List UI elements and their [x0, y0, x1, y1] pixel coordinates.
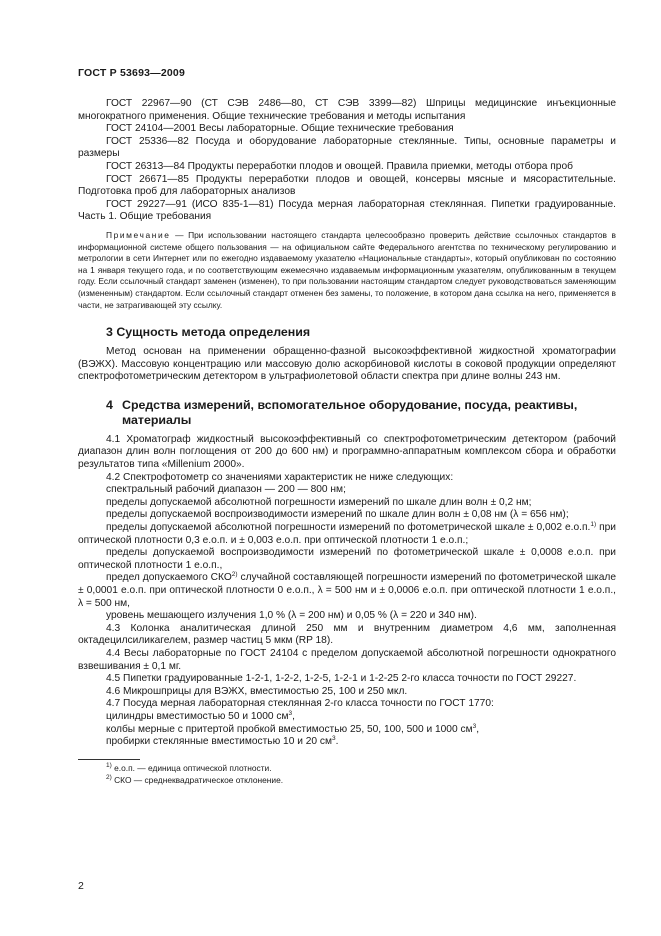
footnote-ref-2: 2)	[231, 571, 238, 579]
clause-4-2-stray-light: уровень мешающего излучения 1,0 % (λ = 200 нм) и 0,05 % (λ = 220 и 340 нм).	[106, 610, 477, 622]
text-part: ,	[292, 710, 295, 722]
section-3-text: Метод основан на применении обращенно-фазной высокоэффективной жидкостной хроматографии (ВЭЖХ). Массовую концентрацию или массовую долю аскорбиновой кислоты в соковой продукции определяют спектрофотометрическим детектором в ультрафиолетовой области спектра при длине волны 243 нм.	[78, 346, 616, 383]
footnote-text: е.о.п. — единица оптической плотности.	[111, 762, 272, 773]
ref-gost-22967: ГОСТ 22967—90 (СТ СЭВ 2486—80, СТ СЭВ 3399—82) Шприцы медицинские инъекционные многократного применения. Общие технические требования и методы испытания	[78, 98, 616, 122]
ref-gost-29227: ГОСТ 29227—91 (ИСО 835-1—81) Посуда мерная лабораторная стеклянная. Пипетки градуированные. Часть 1. Общие требования	[78, 198, 616, 223]
ref-gost-25336: ГОСТ 25336—82 Посуда и оборудование лабораторные стеклянные. Типы, основные параметры и размеры	[78, 135, 616, 160]
standard-header: ГОСТ Р 53693—2009	[78, 67, 186, 79]
footnote-ref-1: 1)	[590, 521, 597, 529]
clause-4-7: 4.7 Посуда мерная лабораторная стеклянная 2-го класса точности по ГОСТ 1770:	[106, 698, 494, 710]
footnote-2	[78, 774, 616, 786]
page-number: 2	[78, 880, 84, 892]
clause-4-7-tubes	[78, 736, 616, 749]
clause-4-2-sko	[78, 572, 616, 610]
footnote-divider	[78, 759, 140, 760]
clause-4-7-flasks	[78, 724, 616, 737]
ref-gost-26671: ГОСТ 26671—85 Продукты переработки плодов и овощей, консервы мясные и мясорастительные. Подготовка проб для лабораторных анализов	[78, 173, 616, 198]
superscript: 3	[332, 735, 336, 743]
text-part: ,	[476, 723, 480, 735]
clause-4-2-range: спектральный рабочий диапазон — 200 — 800 нм;	[106, 484, 346, 496]
section-4-heading	[78, 398, 616, 428]
footnote-text: СКО — среднеквадратическое отклонение.	[111, 774, 284, 785]
footnote-mark: 1)	[106, 761, 112, 769]
ref-gost-26313: ГОСТ 26313—84 Продукты переработки плодов и овощей. Правила приемки, методы отбора проб	[106, 160, 573, 172]
superscript: 3	[472, 722, 477, 730]
note-paragraph	[78, 230, 616, 311]
note-text: — При использовании настоящего стандарта целесообразно проверить действие ссылочных стандартов в информационной системе общего пользования — на официальном сайте Федерального агентства по техническому регулированию и метрологии в сети Интернет или по ежегодно издаваемому указателю «Национальные стандарты», который опубликован по состоянию на 1 января текущего года, и по соответствующим ежемесячно издаваемым информационным указателям, опубликованным в текущем году. Если ссылочный стандарт заменен (изменен), то при пользовании настоящим стандартом следует руководствоваться заменяющим (измененным) стандартом. Если ссылочный стандарт отменен без замены, то положение, в котором дана ссылка на него, применяется в части, не затрагивающей эту ссылку.	[78, 229, 616, 310]
text-part: случайной составляющей погрешности измерений по фотометрической шкале ± 0,0001 е.о.п. при оптической плотности 0 е.о.п., λ = 500 нм и ± 0,0006 е.о.п. при оптической плотности 1 е.о.п., λ = 500 нм,	[78, 572, 616, 609]
text-part: пробирки стеклянные вместимостью 10 и 20 см	[106, 736, 333, 748]
clause-4-5: 4.5 Пипетки градуированные 1-2-1, 1-2-2, 1-2-5, 1-2-1 и 1-2-25 2-го класса точности по ГОСТ 29227.	[106, 673, 577, 685]
clause-4-1: 4.1 Хроматограф жидкостный высокоэффективный со спектрофотометрическим детектором (рабочий диапазон длин волн поглощения от 200 до 600 нм) и программно-аппаратным комплексом сбора и обработки результатов типа «Millenium 2000».	[78, 433, 616, 471]
footnote-mark: 2)	[106, 773, 112, 781]
clause-4-2-wavelength-error: пределы допускаемой абсолютной погрешности измерений по шкале длин волн ± 0,2 нм;	[106, 496, 532, 508]
clause-4-7-cylinders	[78, 711, 616, 724]
text-part: пределы допускаемой абсолютной погрешности измерений по фотометрической шкале ± 0,002 е.о.п.	[106, 522, 591, 534]
clause-4-2: 4.2 Спектрофотометр со значениями характеристик не ниже следующих:	[106, 471, 454, 483]
superscript: 3	[288, 709, 293, 717]
section-4-number: 4	[106, 397, 113, 412]
clause-4-4: 4.4 Весы лабораторные по ГОСТ 24104 с пределом допускаемой абсолютной погрешности однократного взвешивания ± 0,1 мг.	[78, 647, 616, 672]
clause-4-2-photometric-repeat: пределы допускаемой воспроизводимости измерений по фотометрической шкале ± 0,0008 е.о.п. при оптической плотности 1 е.о.п.,	[78, 547, 616, 571]
section-3-heading: 3 Сущность метода определения	[106, 325, 311, 340]
text-part: .	[335, 736, 339, 748]
section-4-title: Средства измерений, вспомогательное оборудование, посуда, реактивы, материалы	[122, 397, 578, 427]
text-part: цилиндры вместимостью 50 и 1000 см	[106, 710, 289, 722]
text-part: при оптической плотности 0,3 е.о.п. и ± 0,003 е.о.п. при оптической плотности 1 е.о.п.;	[78, 522, 616, 546]
note-label: Примечание	[106, 229, 171, 240]
document-body	[78, 98, 616, 786]
clause-4-2-wavelength-repeat: пределы допускаемой воспроизводимости измерений по шкале длин волн ± 0,08 нм (λ = 656 нм);	[106, 509, 569, 521]
clause-4-2-photometric-error	[78, 522, 616, 547]
clause-4-6: 4.6 Микрошприцы для ВЭЖХ, вместимостью 25, 100 и 250 мкл.	[106, 685, 408, 697]
text-part: предел допускаемого СКО	[106, 572, 232, 584]
text-part: колбы мерные с притертой пробкой вместимостью 25, 50, 100, 500 и 1000 см	[106, 723, 473, 735]
ref-gost-24104: ГОСТ 24104—2001 Весы лабораторные. Общие технические требования	[106, 123, 454, 135]
footnote-1	[78, 762, 616, 774]
clause-4-3: 4.3 Колонка аналитическая длиной 250 мм и внутренним диаметром 4,6 мм, заполненная октадецилсиликагелем, размер частиц 5 мкм (RP 18).	[78, 622, 616, 647]
